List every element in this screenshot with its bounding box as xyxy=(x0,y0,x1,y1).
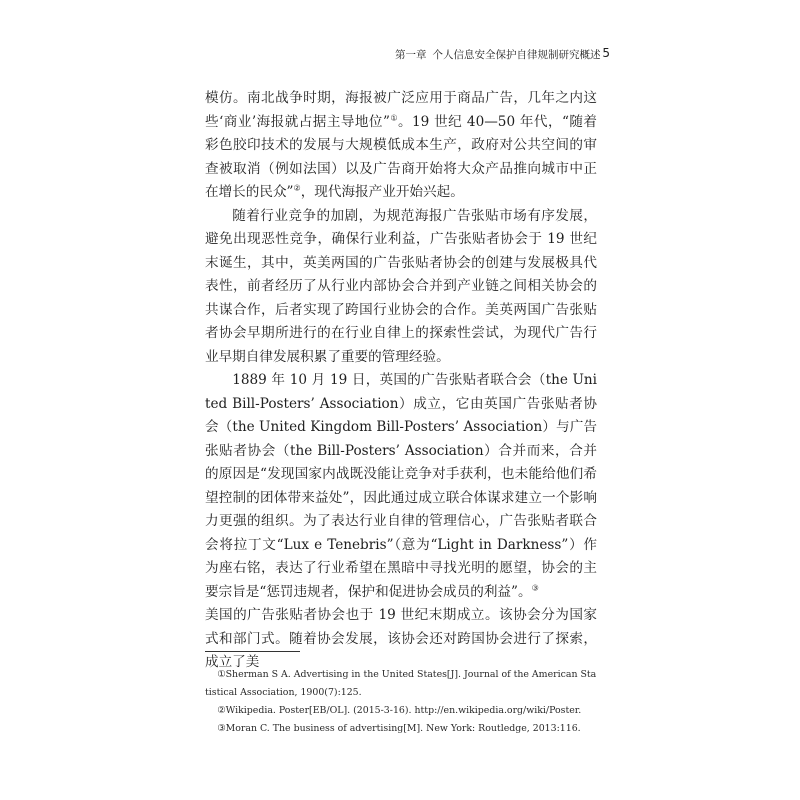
footnote-ref-1: ① xyxy=(389,112,398,122)
footnote-divider xyxy=(205,651,300,652)
chapter-title: 个人信息安全保护自律规制研究概述 xyxy=(432,49,601,61)
page-number: 5 xyxy=(602,46,610,60)
footnote-ref-2: ② xyxy=(293,183,301,193)
paragraph-text: ，现代海报产业开始兴起。 xyxy=(300,184,464,200)
footnote-2: ②Wikipedia. Poster[EB/OL]. (2015-3-16). http://en.wikipedia.org/wiki/Poster. xyxy=(217,705,582,716)
paragraph-text: 。19 世纪 40—50 年代，“随着彩色胶印技术的发展与大规模低成本生产，政府对公共空间的审查被取消（例如法国）以及广告商开始将大众产品推向城市中正在增长的民众” xyxy=(205,113,598,200)
footnotes xyxy=(205,666,597,738)
footnote-3: ③Moran C. The business of advertising[M]. New York: Routledge, 2013:116. xyxy=(217,723,581,734)
paragraph-text: 1889 年 10 月 19 日，英国的广告张贴者联合会（the United Bill-Posters’ Association）成立，它由英国广告张贴者协会（the United Kingdom Bill-Posters’ Association）与广告张贴者协会（the Bill-Posters’ Association）合并而来，合并的原因是“发现国家内战既没能让竞争对手获利，也未能给他们希望控制的团体带来益处”，因此通过成立联合体谋求建立一个影响力更强的组织。为了表达行业自律的管理信心，广告张贴者联合会将拉丁文“Lux e Tenebris”（意为“Light in Darkness”）作为座右铭，表达了行业希望在黑暗中寻找光明的愿望，协会的主要宗旨是“惩罚违规者，保护和促进协会成员的利益”。 xyxy=(205,372,597,600)
running-header xyxy=(395,47,610,62)
footnote-ref-3: ③ xyxy=(531,582,539,592)
footnote-1: ①Sherman S A. Advertising in the United States[J]. Journal of the American Statistical Association, 1900(7):125. xyxy=(205,669,597,698)
body-text xyxy=(205,87,597,675)
paragraph-text: 模仿。南北战争时期，海报被广泛应用于商品广告，几年之内这些‘商业’海报就占据主导地位” xyxy=(205,90,597,130)
paragraph-2: 随着行业竞争的加剧，为规范海报广告张贴市场有序发展，避免出现恶性竞争，确保行业利益，广告张贴者协会于 19 世纪末诞生，其中，英美两国的广告张贴者协会的创建与发展极具代表性，前者经历了从行业内部协会合并到产业链之间相关协会的共谋合作，后者实现了跨国行业协会的合作。美英两国广告张贴者协会早期所进行的在行业自律上的探索性尝试，为现代广告行业早期自律发展积累了重要的管理经验。 xyxy=(205,207,597,365)
paragraph-3 xyxy=(205,369,597,675)
chapter-label: 第一章 xyxy=(395,49,427,61)
paragraph-1 xyxy=(205,87,597,205)
paragraph-text: 美国的广告张贴者协会也于 19 世纪末期成立。该协会分为国家式和部门式。随着协会发展，该协会还对跨国协会进行了探索，成立了美 xyxy=(205,607,597,670)
